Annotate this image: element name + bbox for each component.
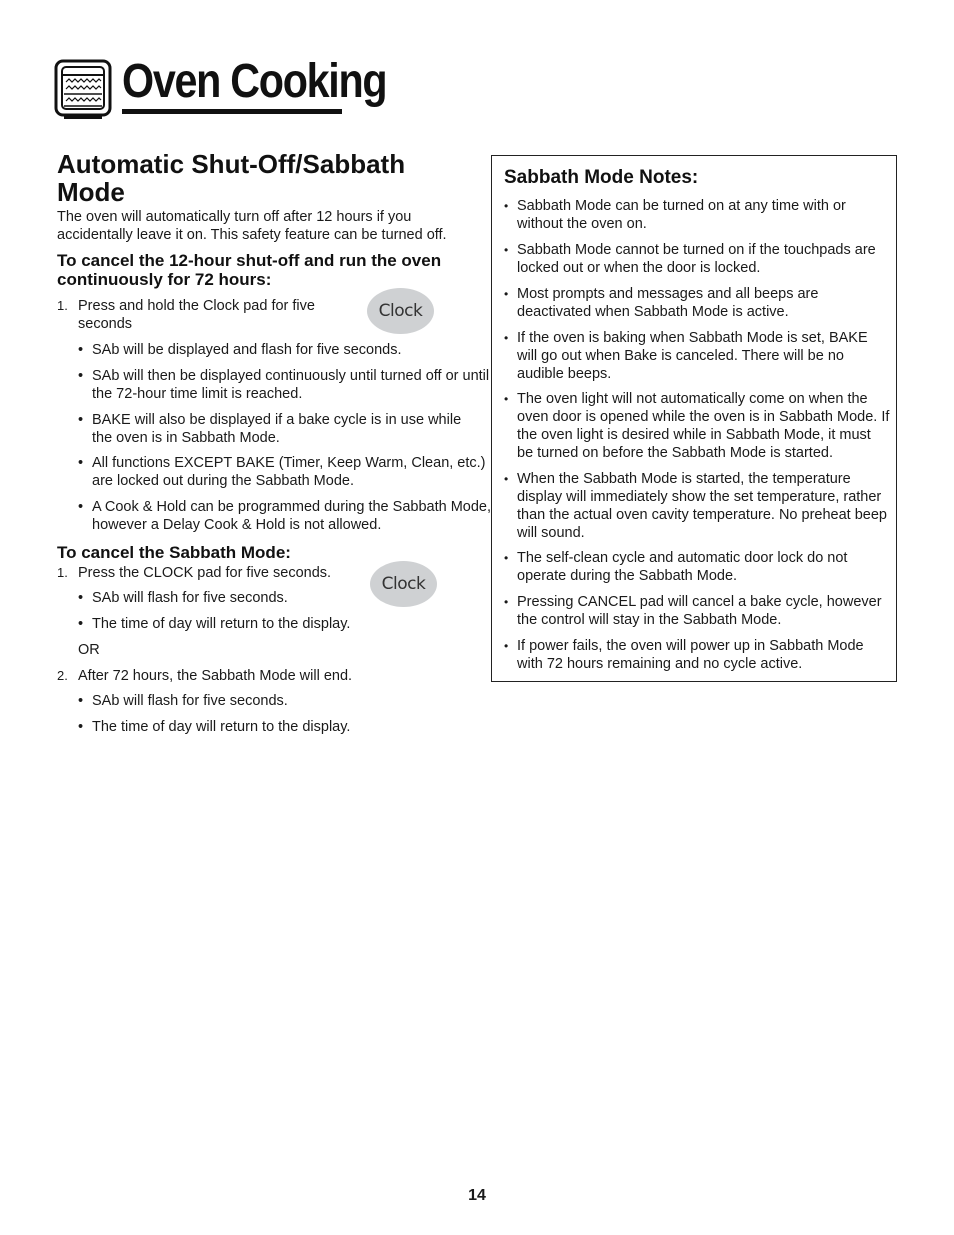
note-item: • When the Sabbath Mode is started, the temperature display will immediately show the set temperature, rather than the actual oven cavity temperature. No preheat beep will sound. <box>504 471 887 541</box>
or-text: OR <box>78 642 100 658</box>
section-intro: The oven will automatically turn off after 12 hours if you accidentally leave it on. This safety feature can be turned off. <box>57 209 447 243</box>
bullet-icon: • <box>78 499 84 515</box>
note-item: • Most prompts and messages and all beeps are deactivated when Sabbath Mode is active. <box>504 286 819 320</box>
bullet-icon: • <box>78 412 84 428</box>
step-1 <box>57 297 368 333</box>
bullet-icon: • <box>504 595 509 609</box>
list-item: • The time of day will return to the display. <box>78 616 351 632</box>
title-underline <box>122 109 342 114</box>
bullet-icon: • <box>78 693 84 709</box>
note-item: • The self-clean cycle and automatic door lock do not operate during the Sabbath Mode. <box>504 550 848 584</box>
bullet-icon: • <box>78 616 84 632</box>
clock-pad-button[interactable]: Clock <box>370 561 437 607</box>
bullet-icon: • <box>78 455 84 471</box>
notes-heading: Sabbath Mode Notes: <box>504 167 699 188</box>
note-item: • The oven light will not automatically come on when the oven door is opened while the oven is in Sabbath Mode. If the oven light is desired while in Sabbath Mode, it must be turned on before the Sabbath Mode is started. <box>504 391 890 461</box>
cancel-step-1 <box>57 564 378 582</box>
page-title: Oven Cooking <box>122 55 387 108</box>
list-item: • BAKE will also be displayed if a bake cycle is in use while the oven is in Sabbath Mode. <box>78 412 462 446</box>
bullet-icon: • <box>504 331 509 345</box>
note-item: • If power fails, the oven will power up in Sabbath Mode with 72 hours remaining and no cycle active. <box>504 638 864 672</box>
bullet-icon: • <box>78 342 84 358</box>
bullet-icon: • <box>78 590 84 606</box>
bullet-icon: • <box>504 287 509 301</box>
bullet-icon: • <box>504 392 509 406</box>
bullet-icon: • <box>78 719 84 735</box>
oven-icon <box>54 58 112 120</box>
cancel-step-2 <box>57 667 408 685</box>
bullet-icon: • <box>504 243 509 257</box>
step-number: 1. <box>57 565 68 580</box>
step-text: Press the CLOCK pad for five seconds. <box>78 565 332 581</box>
step-number: 1. <box>57 298 68 313</box>
list-item: • SAb will flash for five seconds. <box>78 693 288 709</box>
list-item: • SAb will be displayed and flash for five seconds. <box>78 342 402 358</box>
list-item: • All functions EXCEPT BAKE (Timer, Keep Warm, Clean, etc.) are locked out during the Sabbath Mode. <box>78 455 486 489</box>
bullet-icon: • <box>78 368 84 384</box>
page-number: 14 <box>468 1187 486 1204</box>
list-item: • A Cook & Hold can be programmed during the Sabbath Mode, however a Delay Cook & Hold is not allowed. <box>78 499 491 533</box>
bullet-icon: • <box>504 472 509 486</box>
bullet-icon: • <box>504 551 509 565</box>
sabbath-notes-box <box>491 155 897 682</box>
bullet-icon: • <box>504 639 509 653</box>
note-item: • Sabbath Mode can be turned on at any time with or without the oven on. <box>504 198 846 232</box>
cancel-sabbath-heading: To cancel the Sabbath Mode: <box>57 543 291 562</box>
list-item: • SAb will then be displayed continuously until turned off or until the 72-hour time limit is reached. <box>78 368 490 402</box>
step-text: Press and hold the Clock pad for five seconds <box>78 298 315 332</box>
bullet-icon: • <box>504 199 509 213</box>
step-text: After 72 hours, the Sabbath Mode will end. <box>78 668 353 684</box>
note-item: • Pressing CANCEL pad will cancel a bake cycle, however the control will stay in the Sabbath Mode. <box>504 594 882 628</box>
note-item: • If the oven is baking when Sabbath Mode is set, BAKE will go out when Bake is canceled. There will be no audible beeps. <box>504 330 868 382</box>
list-item: • The time of day will return to the display. <box>78 719 351 735</box>
cancel-12hr-heading: To cancel the 12-hour shut-off and run the oven continuously for 72 hours: <box>57 251 442 289</box>
clock-pad-button[interactable]: Clock <box>367 288 434 334</box>
list-item: • SAb will flash for five seconds. <box>78 590 288 606</box>
page-header <box>54 54 387 124</box>
section-title: Automatic Shut-Off/Sabbath Mode <box>57 149 406 207</box>
step-number: 2. <box>57 668 68 683</box>
note-item: • Sabbath Mode cannot be turned on if the touchpads are locked out or when the door is locked. <box>504 242 876 276</box>
